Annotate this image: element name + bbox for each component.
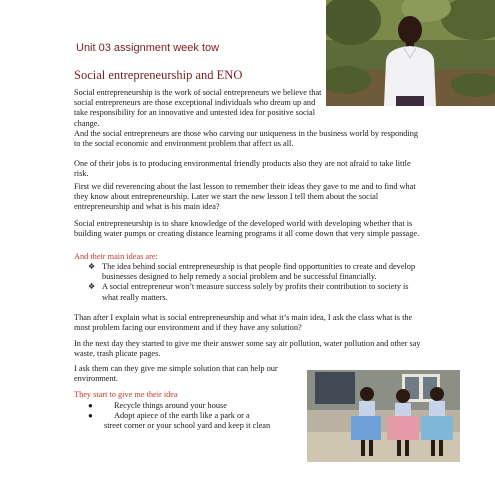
list-item-text: The idea behind social entrepreneurship is that people find opportunities to create and develop businesses designed to help remedy a social problem and be successful financially.: [102, 262, 416, 282]
paragraph-entrepreneurs: And the social entrepreneurs are those who carving our uniqueness in the business world by responding to the social economic and environment problem that affect us all.: [74, 129, 419, 149]
list-item-text: A social entrepreneur won’t measure success solely by profits their contribution to society is what really matters.: [102, 282, 409, 302]
photo-boy-outdoors: [326, 0, 495, 106]
paragraph-solution: I ask them can they give me simple solution that can help our environment.: [74, 364, 278, 384]
diamond-bullet-icon: ❖: [88, 262, 96, 271]
dot-bullet-icon: ●: [88, 401, 93, 410]
main-ideas-heading: And their main ideas are:: [74, 252, 158, 261]
list-item-text: Recycle things around your house: [114, 401, 227, 410]
diamond-bullet-icon: ❖: [88, 282, 96, 292]
photo-children-buckets: [307, 370, 460, 462]
paragraph-answers: In the next day they started to give me their answer some say air pollution, water pollution and other say waste, trash plicate pages.: [74, 339, 421, 359]
list-item-text: Adopt apiece of the earth like a park or a: [114, 411, 250, 421]
main-ideas-list: [88, 262, 420, 303]
paragraph-intro: Social entrepreneurship is the work of social entrepreneurs we believe that social entrepreneurs are those exceptional individuals who dream up and take responsibility for an innovative and untested idea for positive social change.: [74, 88, 322, 128]
paragraph-jobs: One of their jobs is to producing environmental friendly products also they are not afraid to take little risk.: [74, 159, 411, 179]
section-title: Social entrepreneurship and ENO: [74, 68, 243, 82]
ideas-list: [88, 401, 308, 432]
list-item-continuation: street corner or your school yard and keep it clean: [104, 421, 271, 431]
ideas-heading: They start to give me their idea: [74, 390, 178, 399]
list-item: [88, 282, 420, 302]
paragraph-knowledge: Social entrepreneurship is to share knowledge of the developed world with developing whether that is building water pumps or creating distance learning programs it all come down that very simple passage.: [74, 219, 420, 239]
list-item: [88, 411, 308, 421]
paragraph-question: Than after I explain what is social entrepreneurship and what it’s main idea, I ask the class what is the most problem facing our environment and if they have any solution?: [74, 313, 413, 333]
paragraph-lesson: First we did reverencing about the last lesson to remember their ideas they gave to me and to find what they know about entrepreneurship. Later we start the new lesson I tell them about the social entrepreneurship and what is his main idea?: [74, 182, 416, 212]
list-item: [88, 401, 308, 411]
list-item: [88, 262, 420, 282]
unit-title: Unit 03 assignment week tow: [76, 42, 220, 54]
dot-bullet-icon: ●: [88, 411, 93, 421]
